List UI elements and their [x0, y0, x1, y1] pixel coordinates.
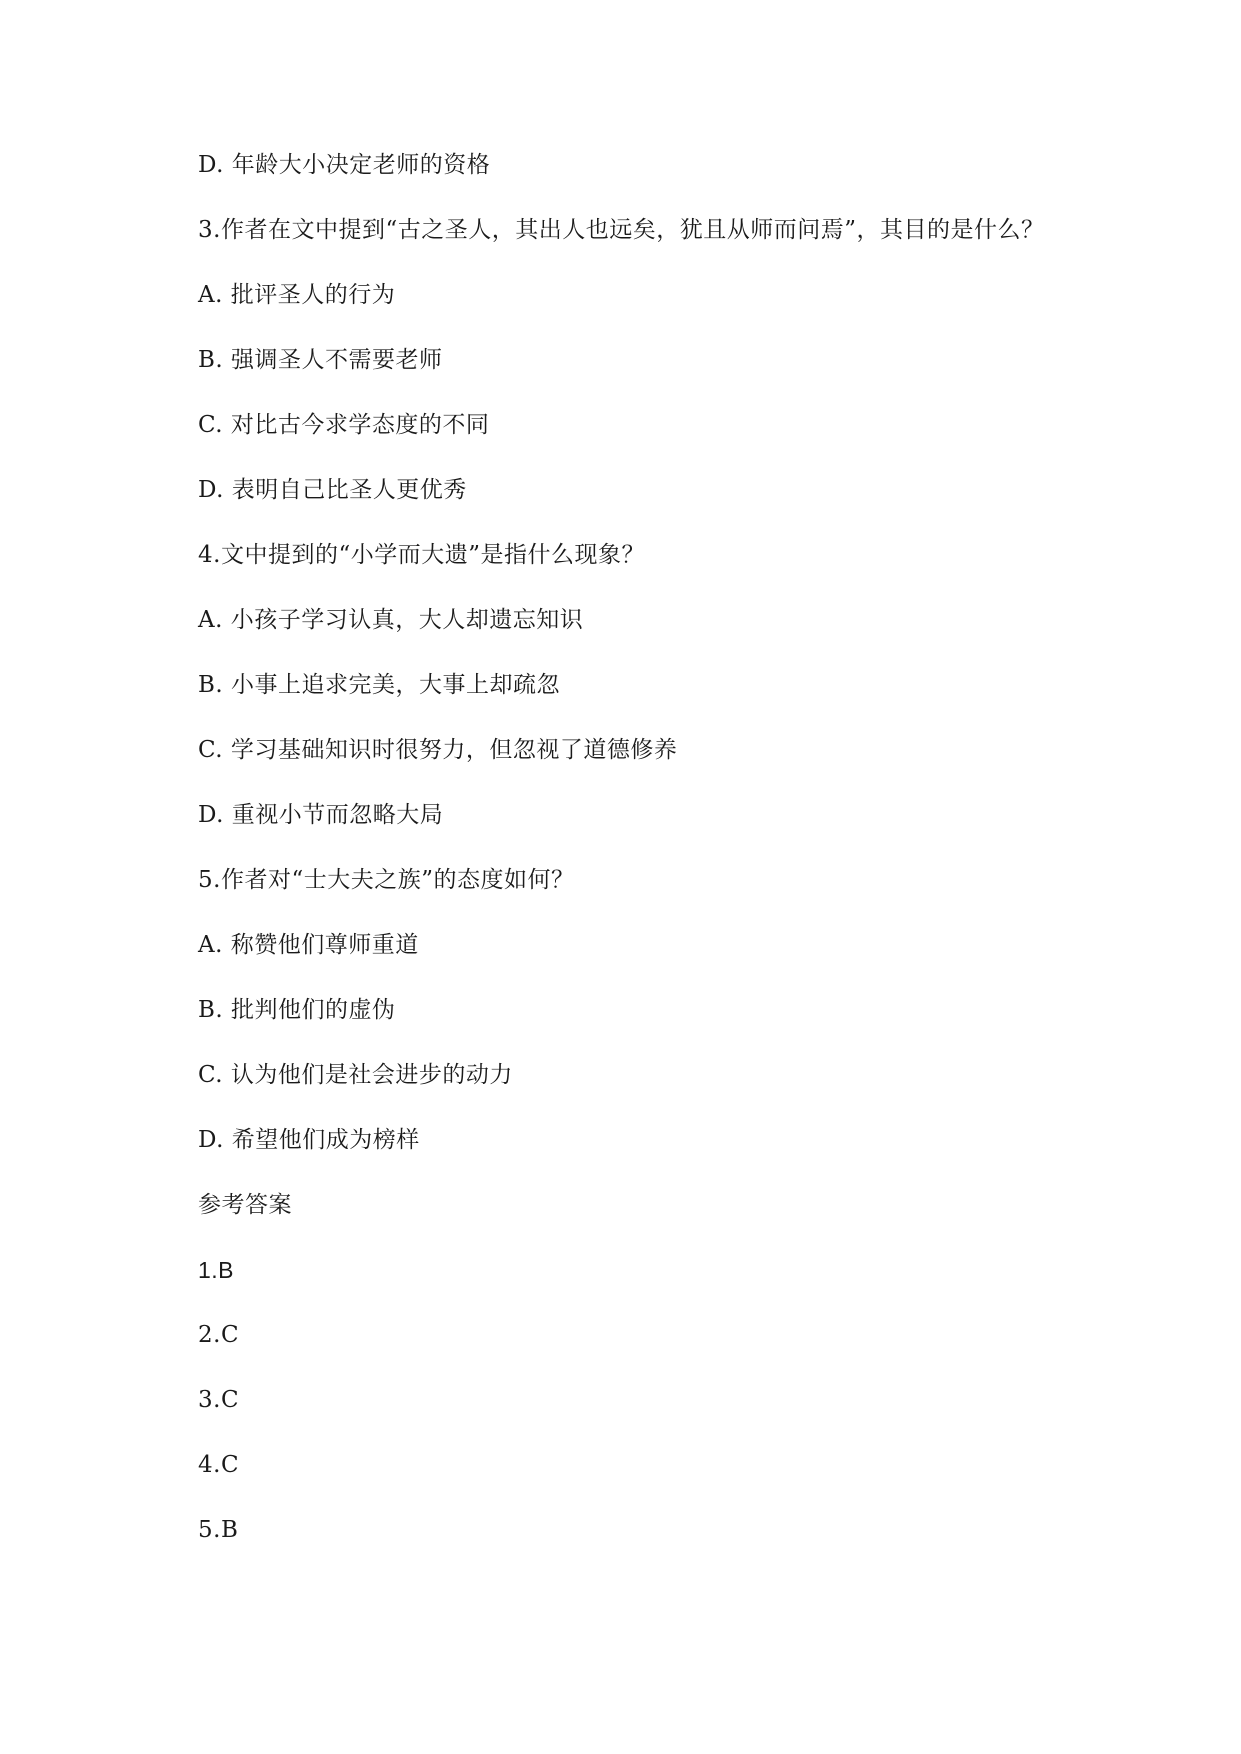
q3-option-d: D. 表明自己比圣人更优秀	[198, 477, 467, 503]
q4-option-b: B. 小事上追求完美，大事上却疏忽	[198, 672, 561, 698]
answer-3: 3.C	[198, 1387, 240, 1413]
q3-option-c: C. 对比古今求学态度的不同	[198, 412, 490, 438]
q5-option-a: A. 称赞他们尊师重道	[198, 932, 419, 958]
answer-2: 2.C	[198, 1322, 240, 1348]
q3-option-a: A. 批评圣人的行为	[198, 282, 396, 308]
q5-option-b: B. 批判他们的虚伪	[198, 997, 396, 1023]
answer-1: 1.B	[198, 1257, 235, 1283]
q5-option-d: D. 希望他们成为榜样	[198, 1127, 420, 1153]
answers-heading: 参考答案	[198, 1192, 292, 1218]
question-3: 3.作者在文中提到“古之圣人，其出人也远矣，犹且从师而问焉”，其目的是什么？	[198, 217, 1045, 243]
q4-option-a: A. 小孩子学习认真，大人却遗忘知识	[198, 607, 584, 633]
q3-option-b: B. 强调圣人不需要老师	[198, 347, 443, 373]
question-5: 5.作者对“士大夫之族”的态度如何？	[198, 867, 575, 893]
q5-option-c: C. 认为他们是社会进步的动力	[198, 1062, 513, 1088]
question-4: 4.文中提到的“小学而大遗”是指什么现象？	[198, 542, 645, 568]
answer-4: 4.C	[198, 1452, 240, 1478]
answer-5: 5.B	[198, 1517, 239, 1543]
q2-option-d: D. 年龄大小决定老师的资格	[198, 152, 491, 178]
q4-option-d: D. 重视小节而忽略大局	[198, 802, 444, 828]
q4-option-c: C. 学习基础知识时很努力，但忽视了道德修养	[198, 737, 678, 763]
